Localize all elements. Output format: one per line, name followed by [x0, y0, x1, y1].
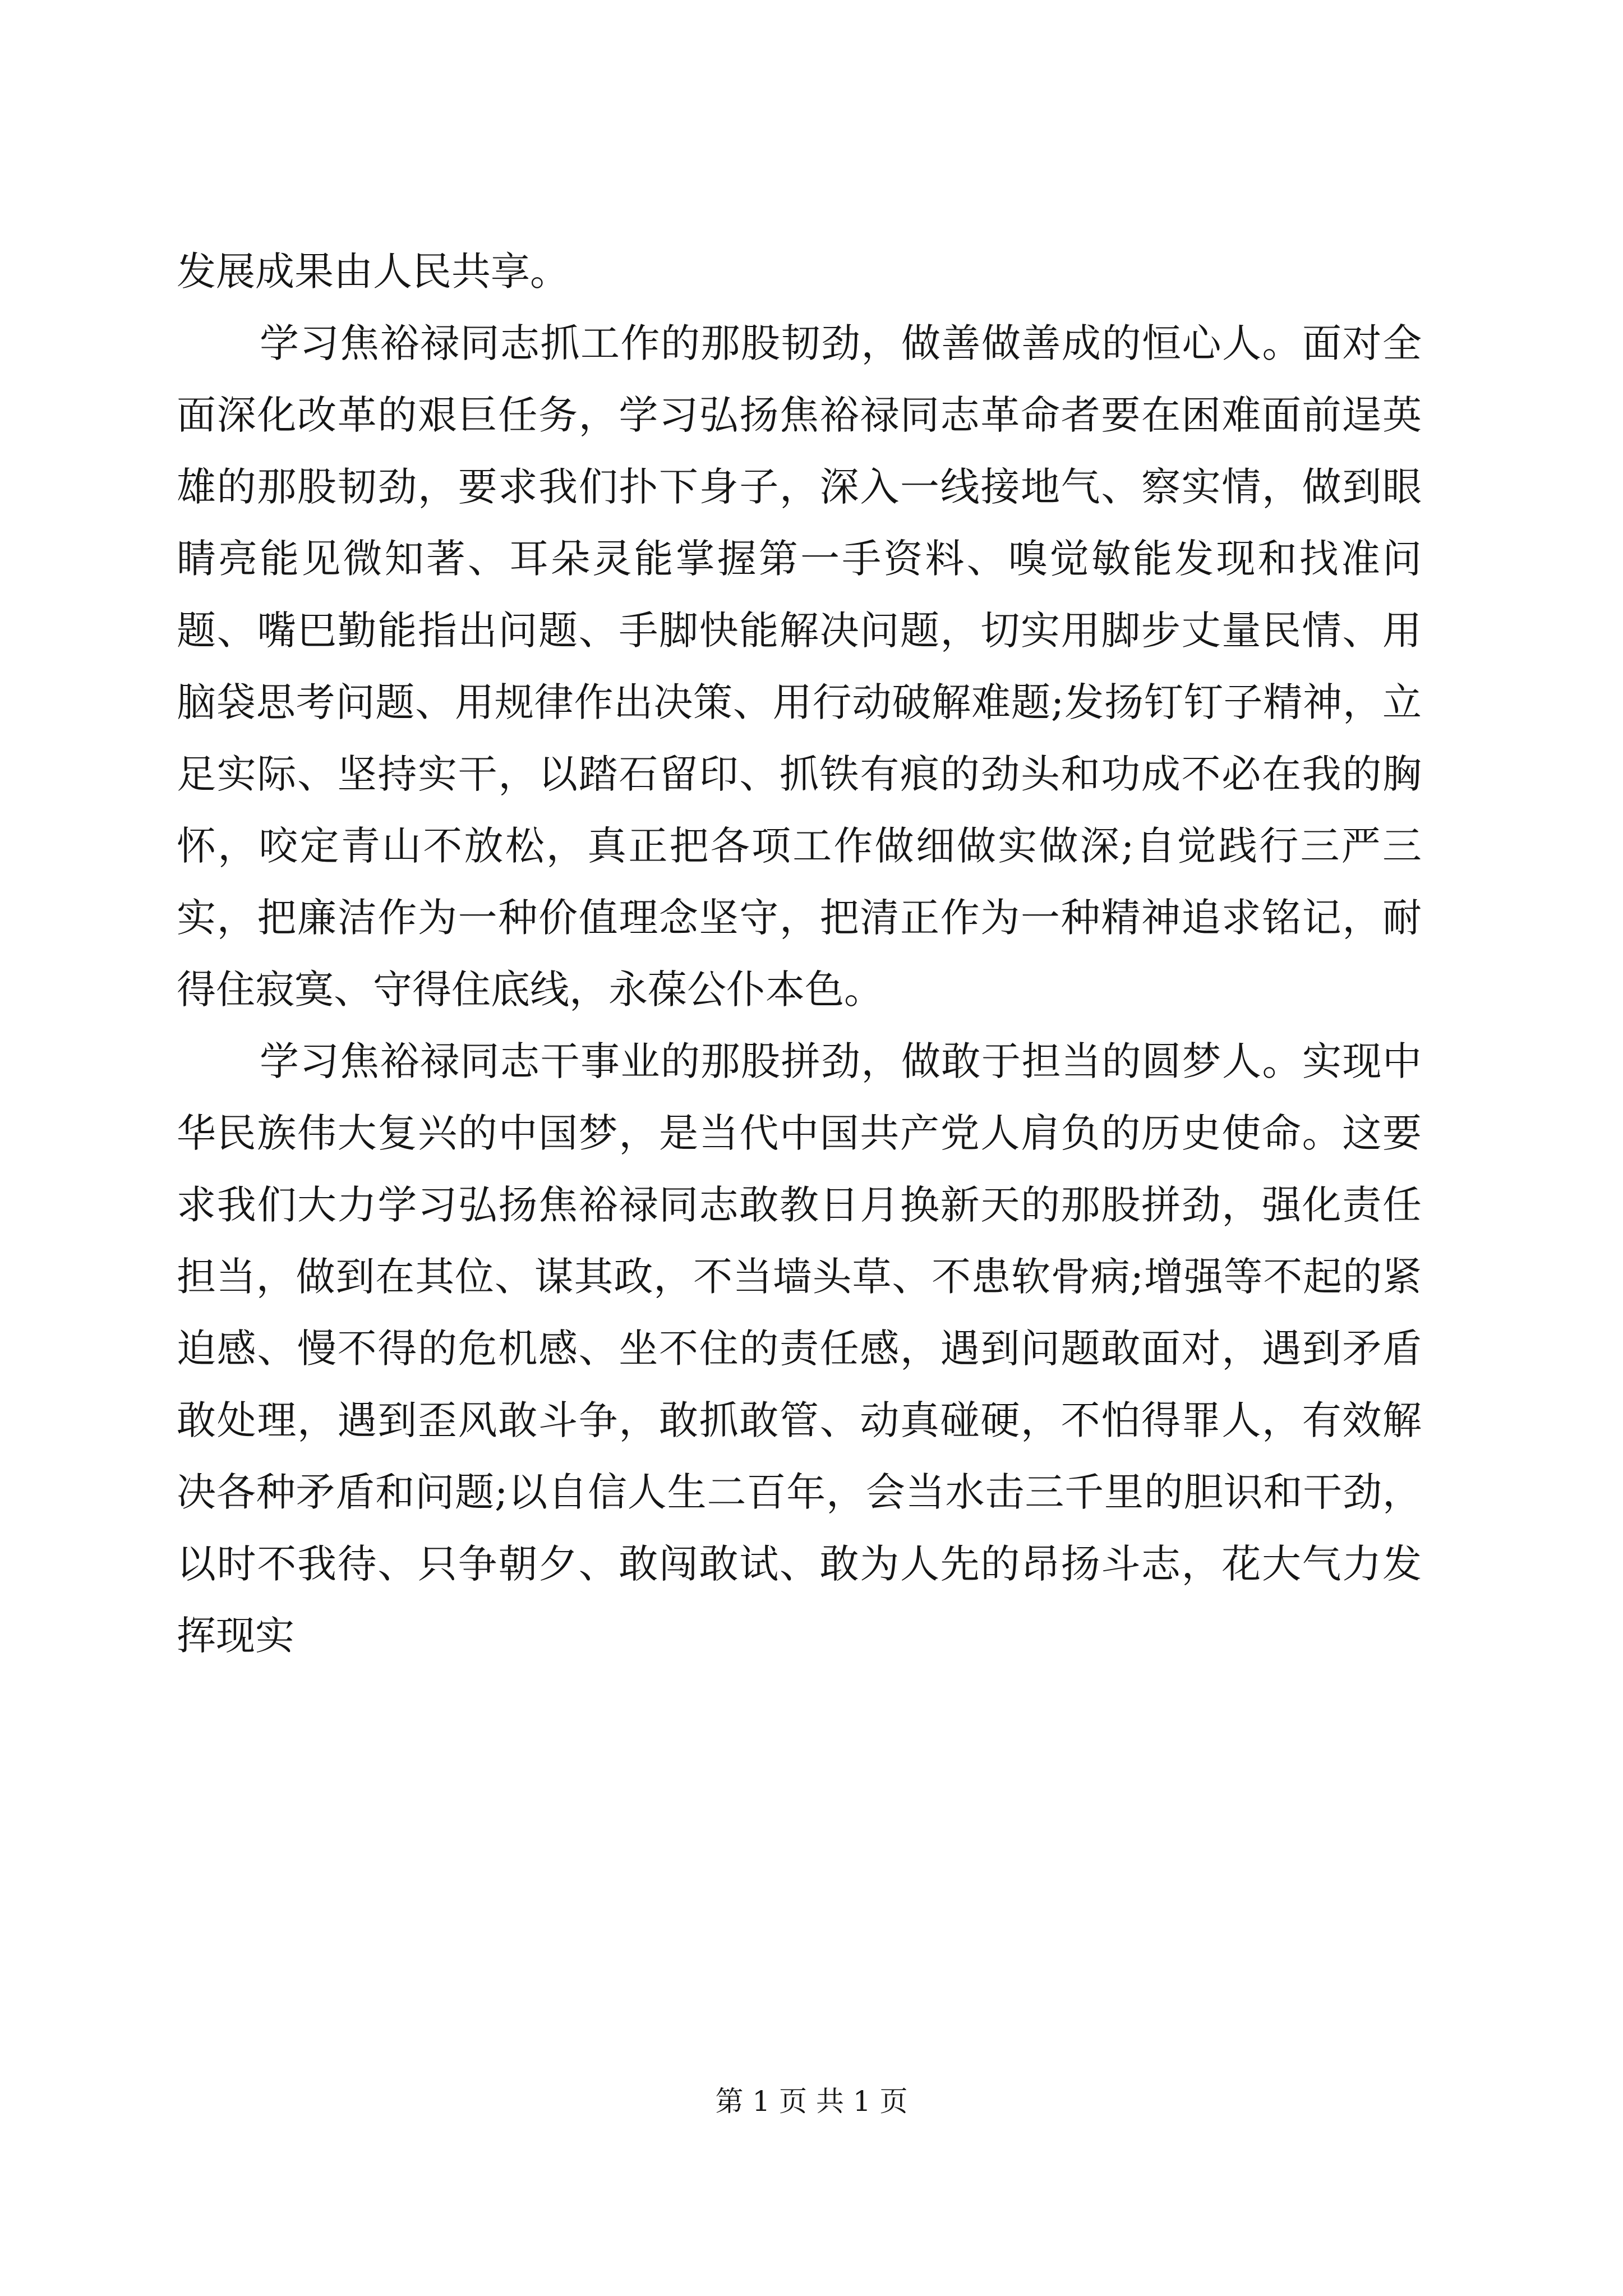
document-body — [177, 236, 1422, 1672]
paragraph-2: 学习焦裕禄同志抓工作的那股韧劲，做善做善成的恒心人。面对全面深化改革的艰巨任务，学习弘扬焦裕禄同志革命者要在困难面前逞英雄的那股韧劲，要求我们扑下身子，深入一线接地气、察实情，做到眼睛亮能见微知著、耳朵灵能掌握第一手资料、嗅觉敏能发现和找准问题、嘴巴勤能指出问题、手脚快能解决问题，切实用脚步丈量民情、用脑袋思考问题、用规律作出决策、用行动破解难题;发扬钉钉子精神，立足实际、坚持实干，以踏石留印、抓铁有痕的劲头和功成不必在我的胸怀，咬定青山不放松，真正把各项工作做细做实做深;自觉践行三严三实，把廉洁作为一种价值理念坚守，把清正作为一种精神追求铭记，耐得住寂寞、守得住底线，永葆公仆本色。 — [177, 320, 1422, 1013]
paragraph-3: 学习焦裕禄同志干事业的那股拼劲，做敢于担当的圆梦人。实现中华民族伟大复兴的中国梦，是当代中国共产党人肩负的历史使命。这要求我们大力学习弘扬焦裕禄同志敢教日月换新天的那股拼劲，强化责任担当，做到在其位、谋其政，不当墙头草、不患软骨病;增强等不起的紧迫感、慢不得的危机感、坐不住的责任感，遇到问题敢面对，遇到矛盾敢处理，遇到歪风敢斗争，敢抓敢管、动真碰硬，不怕得罪人，有效解决各种矛盾和问题;以自信人生二百年，会当水击三千里的胆识和干劲，以时不我待、只争朝夕、敢闯敢试、敢为人先的昂扬斗志，花大气力发挥现实 — [177, 1038, 1422, 1659]
page-footer — [0, 2085, 1623, 2118]
page-number-label: 第 1 页 共 1 页 — [715, 2085, 908, 2118]
paragraph-1: 发展成果由人民共享。 — [177, 249, 569, 295]
